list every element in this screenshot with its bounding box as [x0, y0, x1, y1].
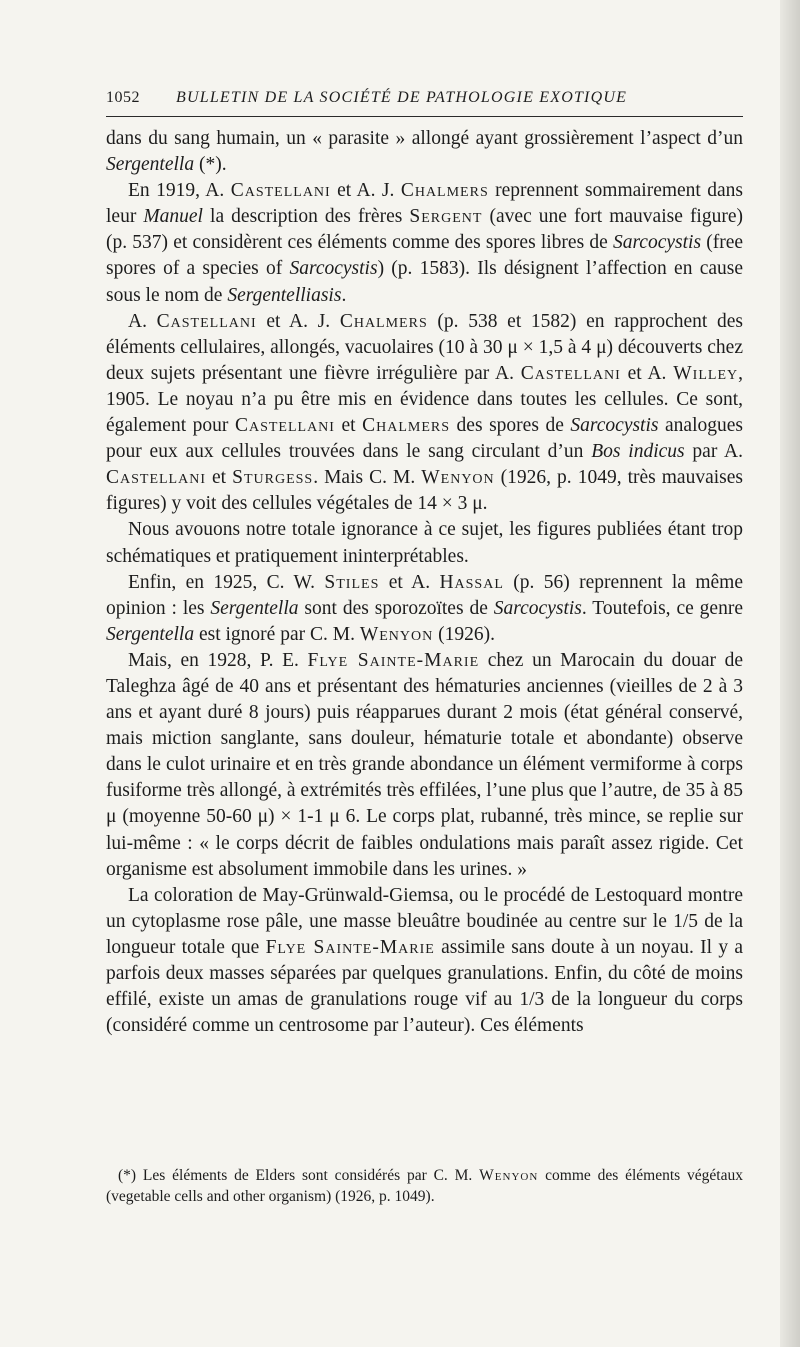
author-name: Willey	[673, 362, 739, 384]
paragraph	[106, 648, 743, 883]
text-run: Enfin, en 1925, C. W.	[128, 571, 325, 593]
text-run: et A.	[620, 362, 674, 384]
text-run: dans du sang humain, un « parasite » allongé ayant grossièrement l’aspect d’un	[106, 128, 743, 149]
footnote	[106, 1165, 743, 1207]
italic-term: Manuel	[143, 206, 203, 228]
text-run: sont des sporozoïtes de	[298, 597, 494, 619]
footnote-text	[106, 1165, 743, 1207]
text-run: ) (p. 1583). Ils désignent l’affection en cause sous le nom de	[106, 258, 743, 306]
author-name: Chalmers	[362, 415, 451, 437]
text-run: (1926, p. 1049, très mauvaises figures) y voit des cellules végétales de 14 × 3 μ.	[106, 467, 743, 515]
text-run: .	[341, 284, 347, 306]
header-rule	[106, 116, 743, 117]
text-run: (p. 538 et 1582) en rapprochent des éléments cellulaires, allongés, vacuolaires (10 à 30 μ × 1,5 à 4 μ) découverts chez deux sujets présentant une fièvre irrégulière par A.	[106, 310, 743, 384]
author-name: Sergent	[409, 206, 483, 228]
text-run: Nous avouons notre totale ignorance à ce sujet, les figures publiées étant trop schématiques et pratiquement ininterprétables.	[106, 519, 743, 567]
text-run: et	[206, 467, 233, 489]
text-run: la description des frères	[202, 206, 410, 228]
text-run: reprennent sommairement dans leur	[106, 180, 744, 228]
author-name: Flye Sainte-Marie	[307, 649, 480, 671]
author-name: Sturgess	[232, 467, 314, 489]
text-run: et A. J.	[330, 180, 401, 202]
text-run: chez un Marocain du douar de Taleghza âgé de 40 ans et présentant des hématuries anciennes (vieilles de 2 à 3 ans et ayant duré 8 jours) puis réapparues durant 2 mois (état général conservé, mais miction sanglante, sans douleur, hématurie totale et abondante) observe dans le culot urinaire et en très grande abondance un élément vermiforme à corps fusiforme très allongé, à extrémités très effilées, l’une plus que l’autre, de 35 à 85 μ (moyenne 50-60 μ) × 1-1 μ 6. Le corps plat, rubanné, très mince, se replie sur lui-même : « le corps décrit de faibles ondulations mais paraît assez rigide. Cet organisme est absolument immobile dans les urines. »	[106, 649, 744, 880]
text-run: Mais, en 1928, P. E.	[128, 649, 308, 671]
text-run: (avec une fort mauvaise figure) (p. 537) et considèrent ces éléments comme des spores libres de	[106, 206, 743, 254]
text-run: La coloration de May-Grünwald-Giemsa, ou le procédé de Lestoquard montre un cytoplasme rose pâle, une masse bleuâtre boudinée au centre sur le 1/5 de la longueur totale que	[106, 884, 743, 958]
author-name: Wenyon	[359, 623, 434, 645]
page-number: 1052	[106, 89, 140, 106]
text-run: En 1919, A.	[128, 180, 231, 202]
author-name: Castellani	[106, 467, 206, 489]
text-run: (free spores of a species of	[106, 232, 744, 280]
text-run: analogues pour eux aux cellules trouvées dans le sang circulant d’un	[106, 415, 743, 463]
paragraph	[106, 570, 743, 648]
author-name: Stiles	[324, 571, 380, 593]
italic-term: Sarcocystis	[612, 232, 702, 254]
paragraph	[106, 178, 743, 308]
italic-term: Sarcocystis	[570, 415, 659, 437]
author-name: Chalmers	[400, 180, 489, 202]
author-name: Chalmers	[339, 310, 428, 332]
italic-term: Bos indicus	[591, 441, 685, 463]
text-run: (*) Les éléments de Elders sont considérés par C. M.	[118, 1167, 480, 1184]
author-name: Castellani	[156, 310, 257, 332]
text-run: A.	[128, 310, 157, 332]
paragraph	[106, 517, 743, 569]
author-name: Wenyon	[421, 467, 495, 489]
author-name: Wenyon	[479, 1167, 539, 1184]
text-run: assimile sans doute à un noyau. Il y a parfois deux masses séparées par quelques granulations. Enfin, du côté de moins effilé, existe un amas de granulations rouge vif au 1/3 de la longueur du corps (considéré comme un centrosome par l’auteur). Ces éléments	[106, 936, 743, 1037]
author-name: Castellani	[230, 180, 331, 202]
author-name: Castellani	[520, 362, 621, 384]
running-title: BULLETIN DE LA SOCIÉTÉ DE PATHOLOGIE EXOTIQUE	[176, 89, 628, 106]
italic-term: Sergentella	[106, 154, 195, 176]
author-name: Flye Sainte-Marie	[265, 936, 435, 958]
text-run: comme des éléments végétaux (vegetable cells and other organism) (1926, p. 1049).	[106, 1167, 743, 1205]
body-text	[106, 126, 743, 1039]
text-run: (p. 56) reprennent la même opinion : les	[106, 571, 743, 619]
text-run: est ignoré par C. M.	[194, 623, 360, 645]
text-run: et	[334, 415, 363, 437]
paragraph	[106, 126, 743, 178]
text-run: . Mais C. M.	[313, 467, 422, 489]
text-run: . Toutefois, ce genre	[581, 597, 743, 619]
italic-term: Sergentella	[106, 623, 195, 645]
italic-term: Sarcocystis	[289, 258, 378, 280]
page-edge-shadow	[780, 0, 800, 1347]
paragraph	[106, 309, 743, 518]
text-run: (*).	[194, 154, 227, 176]
author-name: Hassal	[439, 571, 504, 593]
author-name: Castellani	[234, 415, 335, 437]
text-run: (1926).	[433, 623, 495, 645]
italic-term: Sarcocystis	[493, 597, 582, 619]
text-run: et A. J.	[256, 310, 340, 332]
text-run: et A.	[379, 571, 440, 593]
paragraph	[106, 883, 743, 1040]
text-run: des spores de	[450, 415, 571, 437]
italic-term: Sergentelliasis	[227, 284, 342, 306]
text-run: , 1905. Le noyau n’a pu être mis en évidence dans toutes les cellules. Ce sont, également pour	[106, 362, 743, 437]
text-run: par A.	[684, 441, 743, 463]
italic-term: Sergentella	[210, 597, 299, 619]
